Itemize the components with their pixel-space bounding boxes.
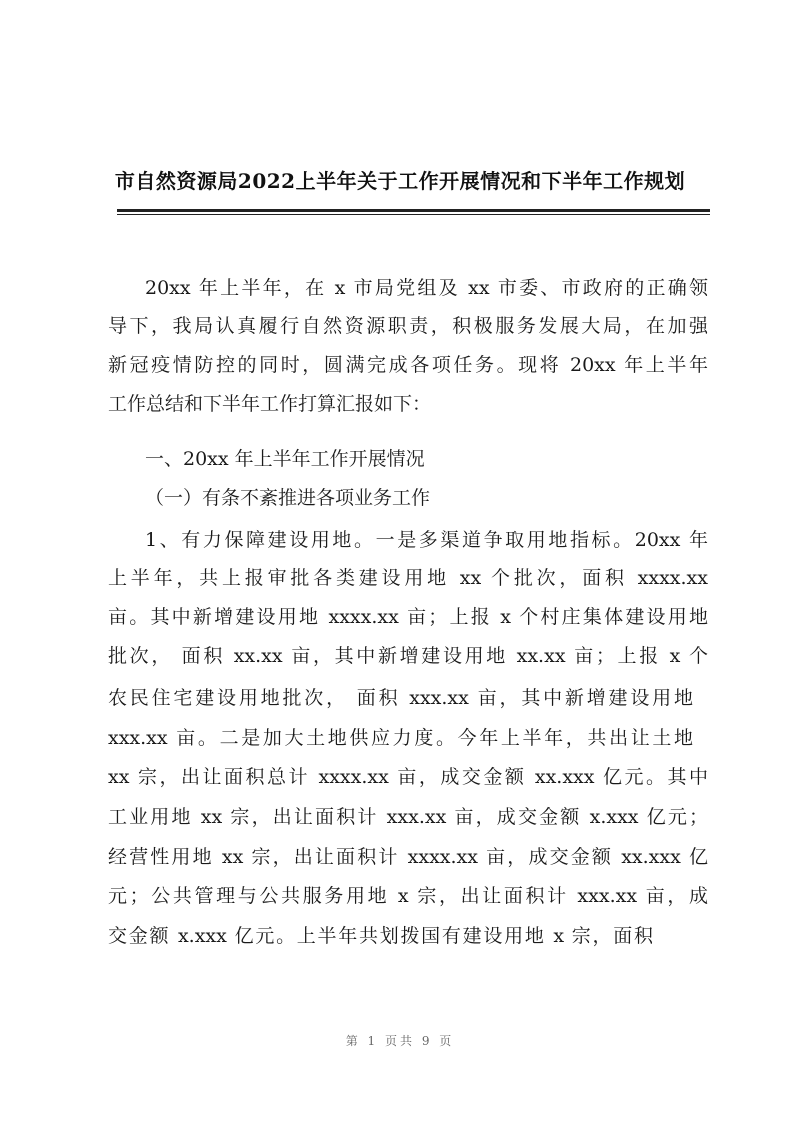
body-line: 20xx 年上半年，在 x 市局党组及 xx 市委、市政府的正确领 <box>145 277 708 299</box>
title-underline-thin <box>117 214 710 215</box>
body-line: 农民住宅建设用地批次， 面积 xxx.xx 亩，其中新增建设用地 <box>108 687 693 709</box>
document-title: 市自然资源局2022上半年关于工作开展情况和下半年工作规划 <box>114 169 686 193</box>
section-heading: 一、20xx 年上半年工作开展情况 <box>145 448 425 470</box>
page-number-footer: 第 1 页共 9 页 <box>345 1034 455 1048</box>
body-line: 工作总结和下半年工作打算汇报如下： <box>108 393 432 415</box>
body-line: 导下，我局认真履行自然资源职责，积极服务发展大局，在加强 <box>108 315 708 337</box>
body-line: 交金额 x.xxx 亿元。上半年共划拨国有建设用地 x 宗，面积 <box>108 925 653 947</box>
body-line: 元；公共管理与公共服务用地 x 宗，出让面积计 xxx.xx 亩，成 <box>108 885 708 907</box>
body-line: 亩。其中新增建设用地 xxxx.xx 亩；上报 x 个村庄集体建设用地 <box>108 606 708 628</box>
body-line: 1、有力保障建设用地。一是多渠道争取用地指标。20xx 年 <box>145 529 708 551</box>
body-line: 经营性用地 xx 宗，出让面积计 xxxx.xx 亩，成交金额 xx.xxx 亿 <box>108 846 708 868</box>
body-line: 批次， 面积 xx.xx 亩，其中新增建设用地 xx.xx 亩；上报 x 个 <box>108 645 708 667</box>
body-line: 工业用地 xx 宗，出让面积计 xxx.xx 亩，成交金额 x.xxx 亿元； <box>108 806 708 828</box>
body-line: xxx.xx 亩。二是加大土地供应力度。今年上半年，共出让土地 <box>108 727 693 749</box>
subsection-heading: （一）有条不紊推进各项业务工作 <box>145 487 431 509</box>
body-line: 上半年，共上报审批各类建设用地 xx 个批次，面积 xxxx.xx <box>108 567 708 589</box>
title-underline-thick <box>117 209 710 212</box>
body-line: xx 宗，出让面积总计 xxxx.xx 亩，成交金额 xx.xxx 亿元。其中 <box>108 766 708 788</box>
body-line: 新冠疫情防控的同时，圆满完成各项任务。现将 20xx 年上半年 <box>108 354 708 376</box>
